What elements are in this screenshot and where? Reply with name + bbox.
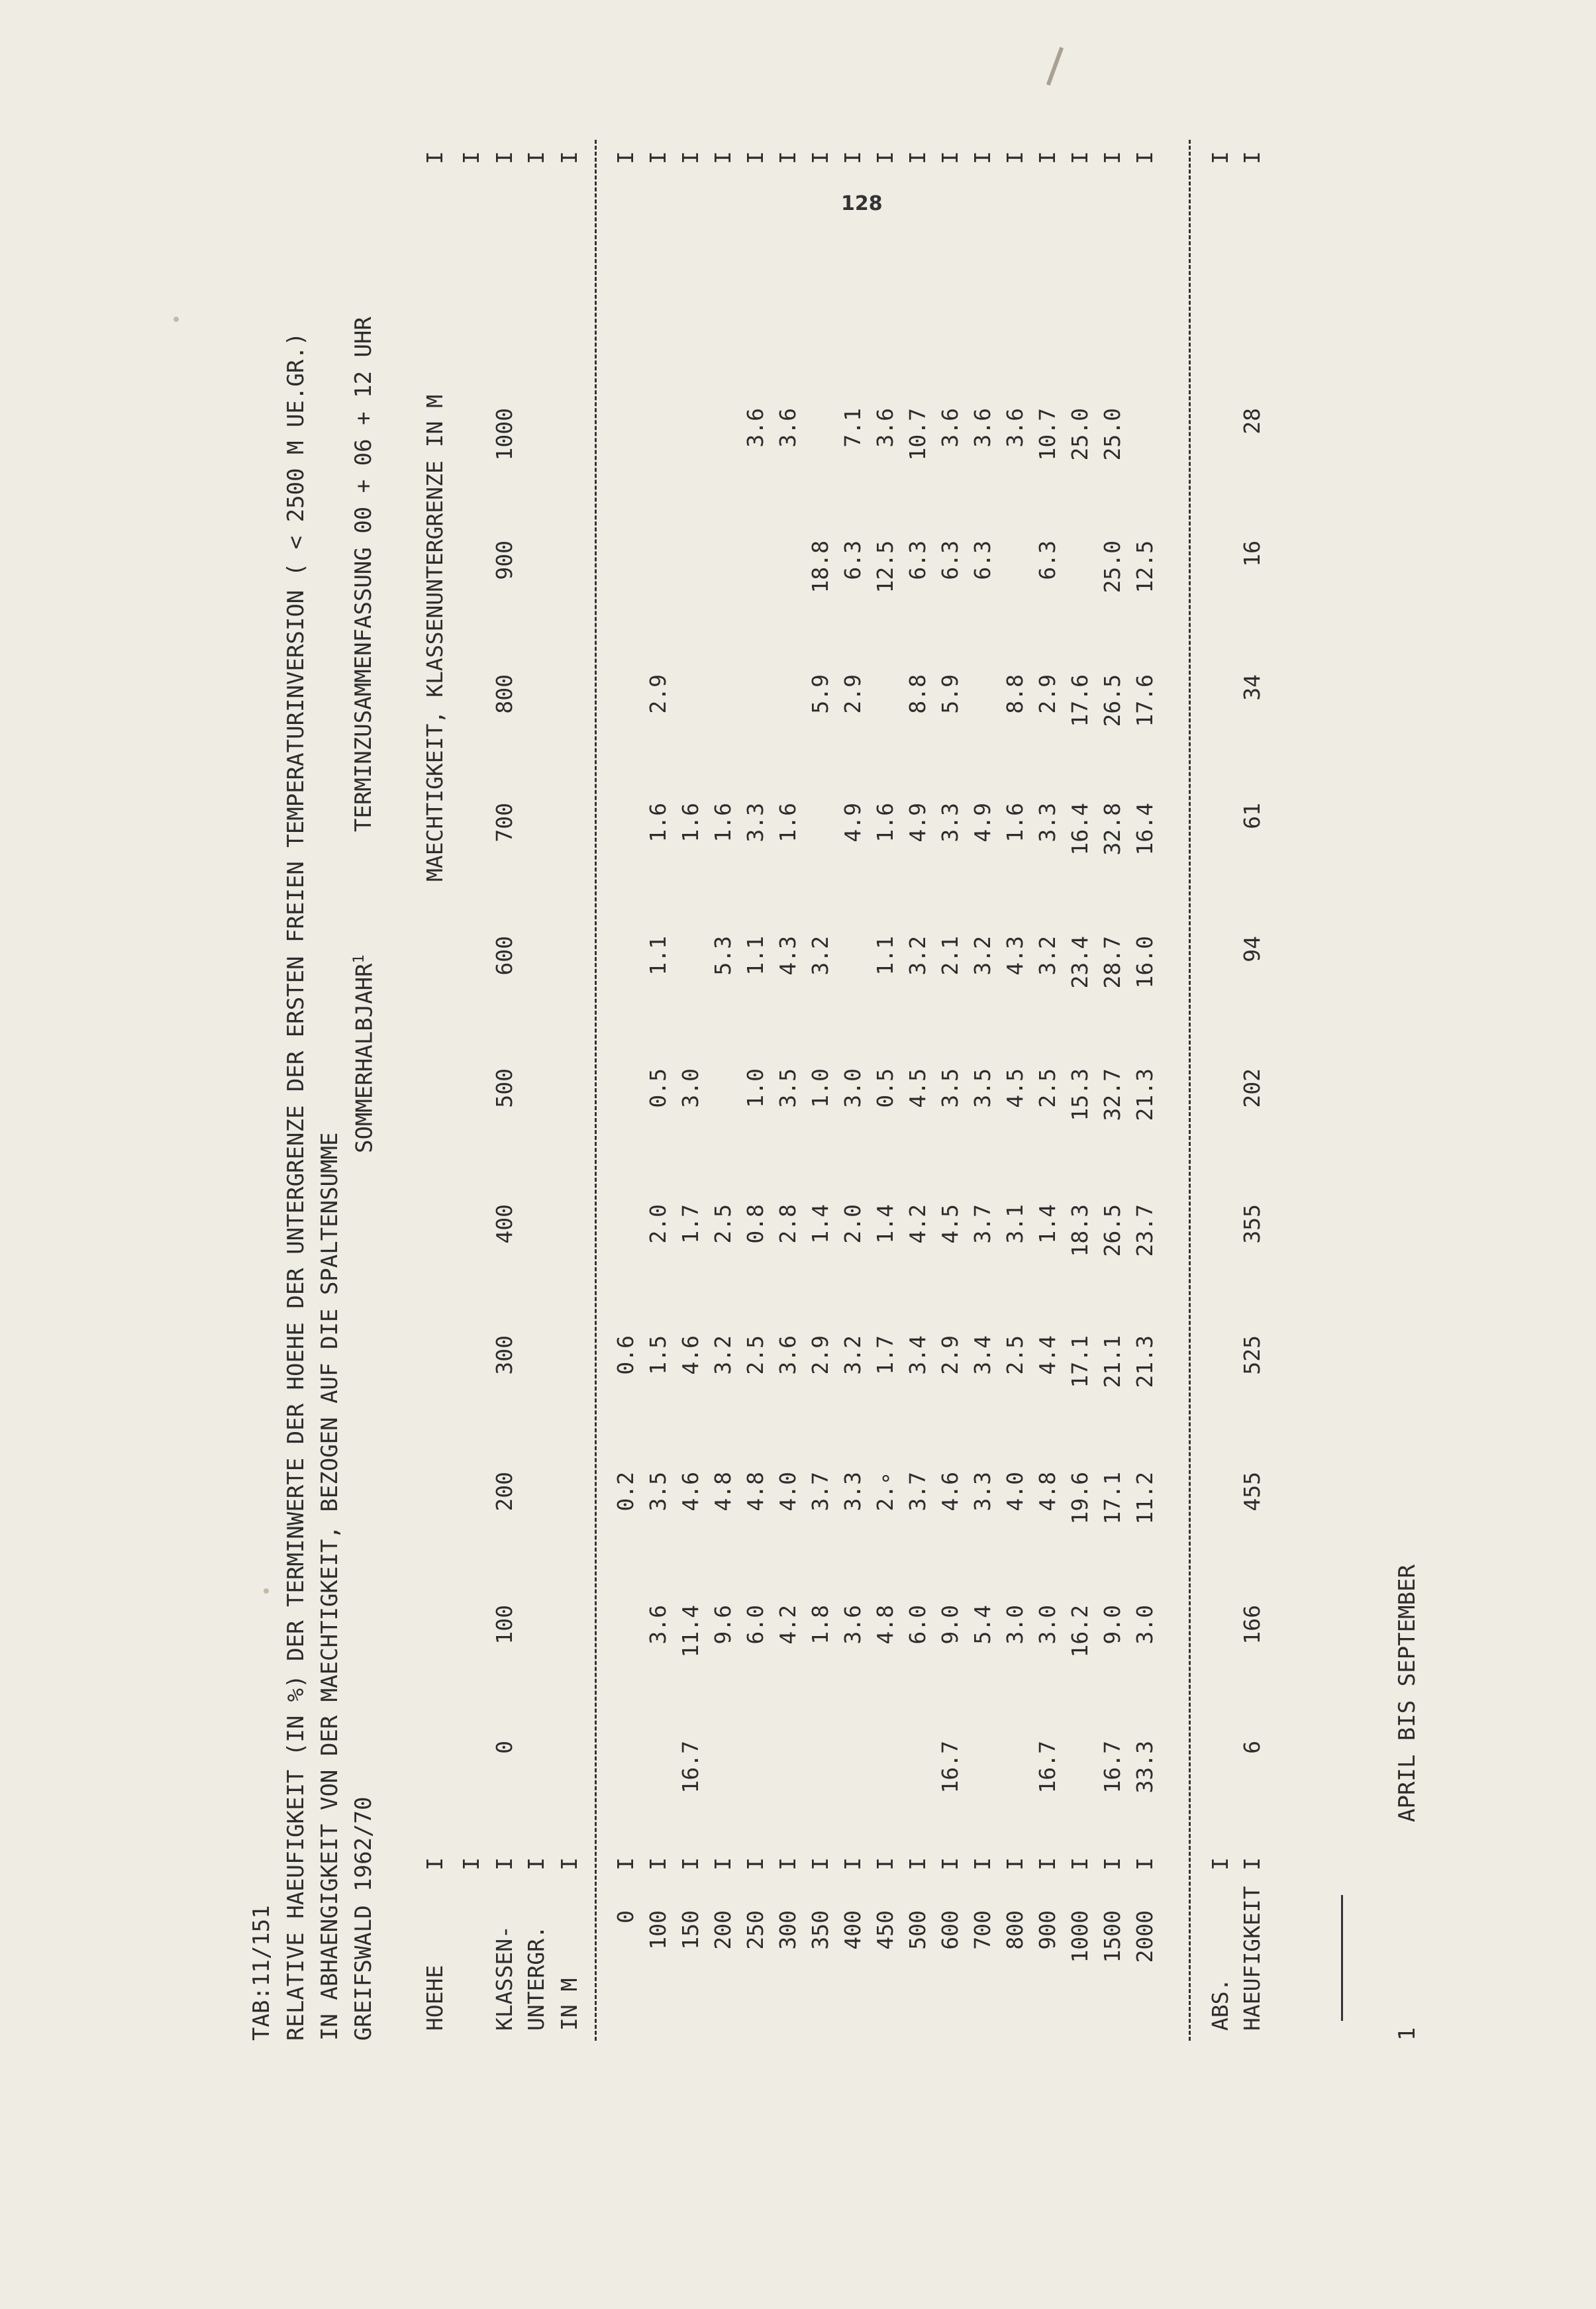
table-cell: 9.6 [710,1605,736,1645]
table-cell: 1.6 [677,803,703,843]
row-end-mark: I [1207,151,1233,164]
column-separator-mark: I [1132,1857,1158,1871]
table-cell: 16.4 [1132,803,1158,856]
row-height-label: 200 [710,1910,736,1950]
table-cell: 1.7 [872,1335,898,1375]
column-separator-mark: I [1207,1857,1233,1871]
abs-value: 525 [1239,1335,1265,1375]
row-end-mark: I [1239,151,1265,164]
row-header-klassen: KLASSEN- [491,1925,517,2031]
table-cell: 4.8 [872,1605,898,1645]
table-cell: 2.0 [645,1204,671,1244]
table-cell: 21.3 [1132,1068,1158,1121]
row-height-label: 400 [840,1910,866,1950]
table-cell: 8.8 [1002,674,1028,714]
table-cell: 16.7 [1034,1741,1060,1794]
table-cell: 1.6 [775,803,801,843]
table-cell: 1.1 [872,936,898,976]
table-cell: 5.9 [937,674,963,714]
abs-label-line1: ABS. [1207,1978,1233,2031]
column-separator-mark: I [807,1857,833,1871]
abs-value: 61 [1239,803,1265,829]
row-height-label: 100 [645,1910,671,1950]
row-height-label: 900 [1034,1910,1060,1950]
table-cell: 3.5 [970,1068,995,1108]
row-end-mark: I [1132,151,1158,164]
row-end-mark: I [677,151,703,164]
abs-value: 28 [1239,408,1265,435]
abs-value: 355 [1239,1204,1265,1244]
table-cell: 1.6 [1002,803,1028,843]
row-end-mark: I [1099,151,1125,164]
column-header: 200 [491,1472,517,1512]
table-cell: 2.∘ [872,1472,898,1512]
abs-value: 94 [1239,936,1265,962]
column-separator-mark: I [1002,1857,1028,1871]
table-cell: 26.5 [1099,1204,1125,1257]
table-cell: 7.1 [840,408,866,448]
table-cell: 3.0 [1132,1605,1158,1645]
table-cell: 4.8 [1034,1472,1060,1512]
table-cell: 1.1 [645,936,671,976]
table-cell: 1.4 [1034,1204,1060,1244]
table-cell: 21.3 [1132,1335,1158,1388]
row-end-mark: I [523,151,549,164]
table-cell: 17.6 [1132,674,1158,727]
table-cell: 15.3 [1067,1068,1093,1121]
abs-label-line2: HAEUFIGKEIT [1239,1886,1265,2031]
abs-value: 166 [1239,1605,1265,1645]
column-separator-mark: I [491,1857,517,1871]
table-cell: 9.0 [1099,1605,1125,1645]
table-cell: 3.6 [742,408,768,448]
table-cell: 16.7 [677,1741,703,1794]
table-cell: 4.8 [742,1472,768,1512]
table-cell: 26.5 [1099,674,1125,727]
table-cell: 4.9 [840,803,866,843]
table-cell: 16.7 [1099,1741,1125,1794]
table-cell: 5.3 [710,936,736,976]
table-cell: 32.8 [1099,803,1125,856]
table-cell: 4.6 [937,1472,963,1512]
footnote-text: APRIL BIS SEPTEMBER [1394,1565,1421,1822]
table-cell: 5.4 [970,1605,995,1645]
row-end-mark: I [458,151,484,164]
table-cell: 1.0 [807,1068,833,1108]
row-end-mark: I [1034,151,1060,164]
table-cell: 16.4 [1067,803,1093,856]
column-header: 100 [491,1605,517,1645]
table-cell: 3.7 [905,1472,930,1512]
table-cell: 33.3 [1132,1741,1158,1794]
row-header-hoehe: HOEHE [422,1965,448,2031]
table-cell: 2.9 [645,674,671,714]
column-separator-mark: I [613,1857,638,1871]
table-cell: 3.3 [742,803,768,843]
table-cell: 0.6 [613,1335,638,1375]
table-cell: 32.7 [1099,1068,1125,1121]
column-header: 300 [491,1335,517,1375]
table-cell: 6.3 [840,540,866,580]
table-cell: 25.0 [1099,540,1125,593]
table-cell: 3.3 [840,1472,866,1512]
table-cell: 3.0 [1034,1605,1060,1645]
table-cell: 9.0 [937,1605,963,1645]
table-cell: 17.1 [1099,1472,1125,1525]
table-cell: 2.9 [1034,674,1060,714]
table-cell: 16.2 [1067,1605,1093,1658]
column-separator-mark: I [937,1857,963,1871]
row-height-label: 150 [677,1910,703,1950]
row-height-label: 1000 [1067,1910,1093,1963]
column-separator-mark: I [1239,1857,1265,1871]
row-end-mark: I [613,151,638,164]
table-cell: 0.5 [872,1068,898,1108]
table-cell: 10.7 [1034,408,1060,461]
table-cell: 1.6 [710,803,736,843]
table-cell: 3.3 [970,1472,995,1512]
table-cell: 11.2 [1132,1472,1158,1525]
table-cell: 3.4 [905,1335,930,1375]
table-cell: 6.3 [1034,540,1060,580]
column-header: 900 [491,540,517,580]
column-separator-mark: I [1099,1857,1125,1871]
row-height-label: 450 [872,1910,898,1950]
row-height-label: 2000 [1132,1910,1158,1963]
table-cell: 3.0 [840,1068,866,1108]
table-cell: 1.5 [645,1335,671,1375]
table-cell: 2.5 [1002,1335,1028,1375]
column-separator-mark: I [970,1857,995,1871]
table-cell: 23.7 [1132,1204,1158,1257]
row-end-mark: I [872,151,898,164]
table-cell: 3.7 [807,1472,833,1512]
table-cell: 3.7 [970,1204,995,1244]
table-title-line2: IN ABHAENGIGKEIT VON DER MAECHTIGKEIT, BEZOGEN AUF DIE SPALTENSUMME [317,1132,343,2041]
table-title-line1: RELATIVE HAEUFIGKEIT (IN %) DER TERMINWERTE DER HOEHE DER UNTERGRENZE DER ERSTEN FREIEN TEMPERATURINVERSION ( < 2500 M UE.GR.) [283,332,309,2041]
table-cell: 21.1 [1099,1335,1125,1388]
table-cell: 1.1 [742,936,768,976]
table-cell: 6.3 [937,540,963,580]
table-cell: 6.0 [905,1605,930,1645]
row-header-unit: IN M [556,1978,582,2031]
column-header: 0 [491,1741,517,1754]
table-cell: 10.7 [905,408,930,461]
column-separator-mark: I [556,1857,582,1871]
table-cell: 1.4 [872,1204,898,1244]
row-height-label: 0 [613,1910,638,1924]
row-height-label: 800 [1002,1910,1028,1950]
table-cell: 3.3 [937,803,963,843]
table-cell: 17.1 [1067,1335,1093,1388]
table-cell: 3.2 [840,1335,866,1375]
table-cell: 4.2 [775,1605,801,1645]
table-cell: 0.8 [742,1204,768,1244]
table-cell: 4.5 [905,1068,930,1108]
table-cell: 3.4 [970,1335,995,1375]
table-cell: 4.5 [937,1204,963,1244]
column-separator-mark: I [742,1857,768,1871]
page-number: 128 [841,192,883,215]
abs-value: 202 [1239,1068,1265,1108]
column-separator-mark: I [422,1857,448,1871]
column-header: 800 [491,674,517,714]
row-height-label: 600 [937,1910,963,1950]
row-height-label: 250 [742,1910,768,1950]
row-height-label: 300 [775,1910,801,1950]
row-end-mark: I [840,151,866,164]
table-cell: 3.2 [970,936,995,976]
column-separator-mark: I [458,1857,484,1871]
column-separator-mark: I [1067,1857,1093,1871]
table-cell: 3.5 [937,1068,963,1108]
table-cell: 1.7 [677,1204,703,1244]
row-end-mark: I [1002,151,1028,164]
table-cell: 3.2 [710,1335,736,1375]
column-separator-mark: I [905,1857,930,1871]
table-cell: 4.8 [710,1472,736,1512]
column-header: 700 [491,803,517,843]
column-separator-mark: I [840,1857,866,1871]
column-separator-mark: I [523,1857,549,1871]
table-cell: 3.3 [1034,803,1060,843]
row-end-mark: I [645,151,671,164]
row-end-mark: I [556,151,582,164]
table-cell: 12.5 [1132,540,1158,593]
table-cell: 0.2 [613,1472,638,1512]
abs-value: 34 [1239,674,1265,701]
footnote-rule [1341,1895,1343,2021]
table-cell: 3.1 [1002,1204,1028,1244]
table-cell: 3.6 [937,408,963,448]
table-cell: 4.0 [1002,1472,1028,1512]
table-cell: 4.3 [775,936,801,976]
column-separator-mark: I [710,1857,736,1871]
abs-value: 6 [1239,1741,1265,1754]
table-cell: 4.6 [677,1335,703,1375]
table-cell: 3.5 [775,1068,801,1108]
table-cell: 3.2 [1034,936,1060,976]
table-cell: 6.3 [905,540,930,580]
table-cell: 1.4 [807,1204,833,1244]
row-end-mark: I [937,151,963,164]
column-header: 400 [491,1204,517,1244]
table-cell: 18.8 [807,540,833,593]
table-cell: 1.6 [872,803,898,843]
table-cell: 3.0 [1002,1605,1028,1645]
table-cell: 3.2 [807,936,833,976]
table-cell: 4.9 [970,803,995,843]
table-cell: 2.1 [937,936,963,976]
row-height-label: 350 [807,1910,833,1950]
column-header: 500 [491,1068,517,1108]
table-cell: 3.6 [775,408,801,448]
table-cell: 0.5 [645,1068,671,1108]
table-cell: 17.6 [1067,674,1093,727]
row-end-mark: I [742,151,768,164]
abs-value: 16 [1239,540,1265,567]
table-cell: 25.0 [1067,408,1093,461]
row-end-mark: I [807,151,833,164]
table-cell: 4.6 [677,1472,703,1512]
table-cell: 3.6 [645,1605,671,1645]
row-height-label: 1500 [1099,1910,1125,1963]
term-label: TERMINZUSAMMENFASSUNG 00 + 06 + 12 UHR [350,317,377,832]
table-cell: 2.9 [807,1335,833,1375]
table-cell: 2.0 [840,1204,866,1244]
column-separator-mark: I [677,1857,703,1871]
table-id: TAB:11/151 [248,1905,275,2041]
row-end-mark: I [710,151,736,164]
table-cell: 6.0 [742,1605,768,1645]
column-separator-mark: I [1034,1857,1060,1871]
column-separator-mark: I [872,1857,898,1871]
table-cell: 4.5 [1002,1068,1028,1108]
row-header-untergr: UNTERGR. [523,1925,549,2031]
table-cell: 3.2 [905,936,930,976]
table-cell: 16.0 [1132,936,1158,989]
table-cell: 2.5 [1034,1068,1060,1108]
table-cell: 8.8 [905,674,930,714]
station-label: GREIFSWALD 1962/70 [350,1796,377,2041]
table-cell: 2.5 [710,1204,736,1244]
column-header: 600 [491,936,517,976]
table-cell: 2.9 [937,1335,963,1375]
table-cell: 18.3 [1067,1204,1093,1257]
table-cell: 5.9 [807,674,833,714]
table-cell: 4.3 [1002,936,1028,976]
table-cell: 12.5 [872,540,898,593]
table-cell: 25.0 [1099,408,1125,461]
table-cell: 3.6 [1002,408,1028,448]
column-group-label: MAECHTIGKEIT, KLASSENUNTERGRENZE IN M [422,394,448,882]
footer-divider [1189,140,1191,2041]
table-cell: 4.0 [775,1472,801,1512]
row-height-label: 500 [905,1910,930,1950]
table-cell: 4.9 [905,803,930,843]
table-cell: 2.9 [840,674,866,714]
table-cell: 2.5 [742,1335,768,1375]
header-divider [595,140,597,2041]
table-cell: 6.3 [970,540,995,580]
table-cell: 19.6 [1067,1472,1093,1525]
row-end-mark: I [905,151,930,164]
table-cell: 3.5 [645,1472,671,1512]
table-cell: 16.7 [937,1741,963,1794]
row-end-mark: I [1067,151,1093,164]
table-cell: 1.8 [807,1605,833,1645]
column-separator-mark: I [775,1857,801,1871]
table-cell: 1.0 [742,1068,768,1108]
table-cell: 28.7 [1099,936,1125,989]
table-cell: 1.6 [645,803,671,843]
table-cell: 3.6 [872,408,898,448]
table-cell: 23.4 [1067,936,1093,989]
footnote-mark: 1 [1394,2027,1421,2041]
table-cell: 3.0 [677,1068,703,1108]
table-cell: 3.6 [775,1335,801,1375]
table-cell: 11.4 [677,1605,703,1658]
row-height-label: 700 [970,1910,995,1950]
row-end-mark: I [422,151,448,164]
row-end-mark: I [775,151,801,164]
table-cell: 2.8 [775,1204,801,1244]
footnote-ref: 1 [351,954,368,964]
season-label: SOMMERHALBJAHR$^1$ [351,954,378,1153]
abs-value: 455 [1239,1472,1265,1512]
column-header: 1000 [491,408,517,461]
row-end-mark: I [491,151,517,164]
table-cell: 3.6 [970,408,995,448]
table-cell: 3.6 [840,1605,866,1645]
column-separator-mark: I [645,1857,671,1871]
row-end-mark: I [970,151,995,164]
table-cell: 4.4 [1034,1335,1060,1375]
table-cell: 4.2 [905,1204,930,1244]
